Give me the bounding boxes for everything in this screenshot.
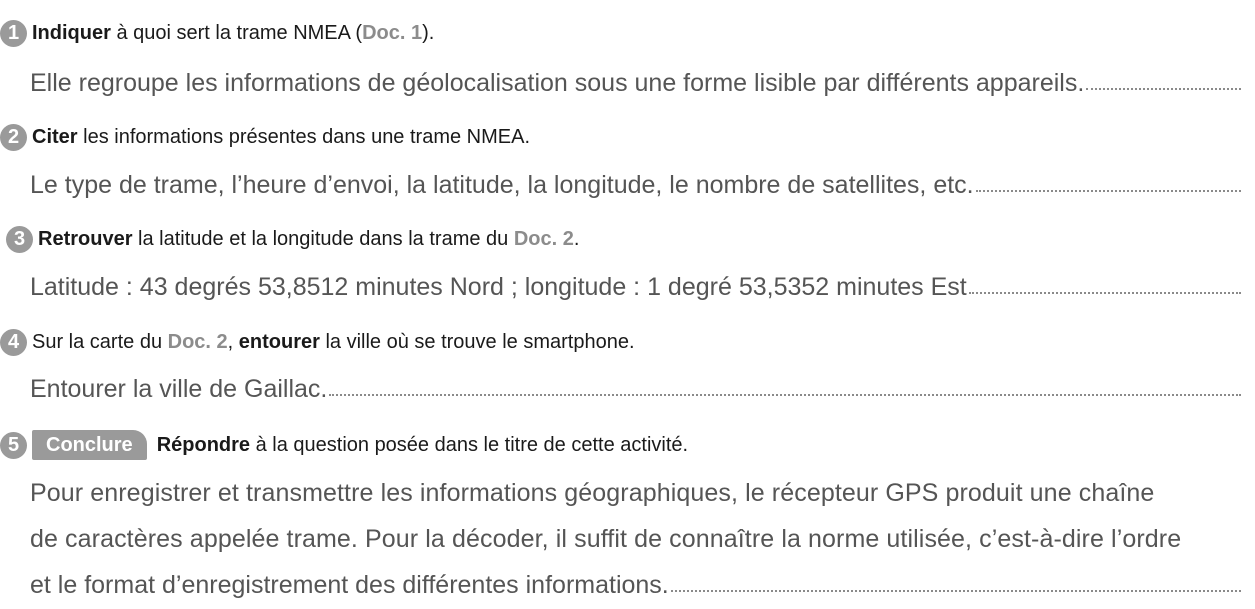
answer-text: de caractères appelée trame. Pour la décoder, il suffit de connaître la norme utilisée, c’est-à-dire l’ordre <box>30 525 1182 553</box>
answer-line <box>30 558 1241 604</box>
question-prompt: Retrouver la latitude et la longitude dans la trame du Doc. 2. <box>38 227 580 250</box>
dotted-line <box>329 394 1241 396</box>
answer-text: et le format d’enregistrement des différentes informations. <box>30 571 669 599</box>
question-3 <box>6 222 579 256</box>
answer-line <box>30 466 1241 512</box>
answer-text: Latitude : 43 degrés 53,8512 minutes Nord ; longitude : 1 degré 53,5352 minutes Est <box>30 273 967 301</box>
question-1 <box>0 16 434 50</box>
question-number-badge: 1 <box>0 20 27 47</box>
question-number-badge: 5 <box>0 432 27 459</box>
dotted-line <box>969 292 1241 294</box>
doc-reference: Doc. 1 <box>362 21 423 44</box>
question-prompt: Indiquer à quoi sert la trame NMEA (Doc. 1). <box>32 21 435 44</box>
question-prompt: Répondre à la question posée dans le titre de cette activité. <box>156 433 689 456</box>
answer-text: Elle regroupe les informations de géolocalisation sous une forme lisible par différents appareils. <box>30 69 1085 97</box>
action-verb: Retrouver <box>38 227 133 250</box>
action-verb: entourer <box>238 330 320 353</box>
answer-line <box>30 362 1241 408</box>
question-prompt: Sur la carte du Doc. 2, entourer la ville où se trouve le smartphone. <box>32 330 635 353</box>
action-verb: Citer <box>32 125 78 148</box>
question-4 <box>0 325 635 359</box>
doc-reference: Doc. 2 <box>513 227 574 250</box>
question-2 <box>0 120 530 154</box>
conclure-tag: Conclure <box>32 430 147 460</box>
action-verb: Indiquer <box>32 21 111 44</box>
doc-reference: Doc. 2 <box>167 330 228 353</box>
dotted-line <box>976 190 1241 192</box>
question-prompt: Citer les informations présentes dans une trame NMEA. <box>32 125 531 148</box>
dotted-line <box>671 590 1241 592</box>
dotted-line <box>1086 88 1241 90</box>
question-number-badge: 2 <box>0 124 27 151</box>
question-number-badge: 4 <box>0 329 27 356</box>
answer-line <box>30 158 1241 204</box>
action-verb: Répondre <box>156 433 251 456</box>
question-5 <box>0 428 688 462</box>
question-number-badge: 3 <box>6 226 33 253</box>
answer-line <box>30 56 1241 102</box>
answer-text: Le type de trame, l’heure d’envoi, la latitude, la longitude, le nombre de satellites, etc. <box>30 171 974 199</box>
answer-line <box>30 512 1241 558</box>
answer-text: Pour enregistrer et transmettre les informations géographiques, le récepteur GPS produit une chaîne <box>30 479 1155 507</box>
answer-line <box>30 260 1241 306</box>
answer-text: Entourer la ville de Gaillac. <box>30 375 328 403</box>
